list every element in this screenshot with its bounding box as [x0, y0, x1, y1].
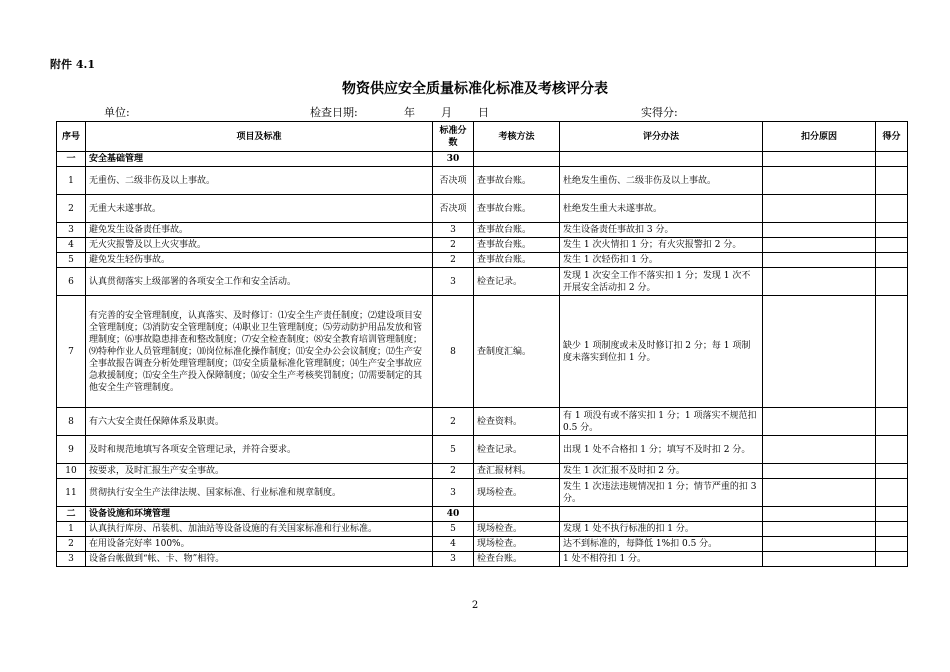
row-scoring: 1 处不相符扣 1 分。 [560, 552, 763, 567]
row-method: 检查记录。 [474, 436, 560, 464]
row-std-score: 30 [433, 152, 474, 167]
row-seq: 8 [57, 408, 86, 436]
table-row [57, 408, 908, 436]
row-std-score: 40 [433, 507, 474, 522]
row-scoring: 发生 1 次违法违规情况扣 1 分；情节严重的扣 3 分。 [560, 479, 763, 507]
row-got [876, 464, 908, 479]
row-std-score: 否决项 [433, 195, 474, 223]
row-reason [763, 152, 876, 167]
row-item: 安全基础管理 [86, 152, 433, 167]
header-std-score: 标准分数 [433, 122, 474, 152]
row-seq: 一 [57, 152, 86, 167]
row-std-score: 3 [433, 268, 474, 296]
row-got [876, 479, 908, 507]
row-std-score: 2 [433, 408, 474, 436]
row-std-score: 2 [433, 238, 474, 253]
row-seq: 1 [57, 167, 86, 195]
row-got [876, 223, 908, 238]
row-reason [763, 552, 876, 567]
table-row [57, 537, 908, 552]
row-method: 现场检查。 [474, 537, 560, 552]
row-scoring: 发现 1 次安全工作不落实扣 1 分；发现 1 次不开展安全活动扣 2 分。 [560, 268, 763, 296]
row-method: 查事故台账。 [474, 223, 560, 238]
row-got [876, 522, 908, 537]
row-scoring [560, 507, 763, 522]
day-label: 日 [478, 106, 489, 119]
row-scoring: 发生 1 次汇报不及时扣 2 分。 [560, 464, 763, 479]
row-seq: 二 [57, 507, 86, 522]
row-item: 避免发生轻伤事故。 [86, 253, 433, 268]
row-seq: 10 [57, 464, 86, 479]
row-method: 现场检查。 [474, 522, 560, 537]
row-reason [763, 253, 876, 268]
row-method: 查事故台账。 [474, 238, 560, 253]
score-label: 实得分: [641, 106, 678, 119]
section-row [57, 152, 908, 167]
row-reason [763, 408, 876, 436]
row-got [876, 296, 908, 408]
page-title: 物资供应安全质量标准化标准及考核评分表 [342, 81, 608, 97]
row-method: 查事故台账。 [474, 253, 560, 268]
row-std-score: 4 [433, 537, 474, 552]
row-got [876, 507, 908, 522]
row-reason [763, 507, 876, 522]
row-scoring: 杜绝发生重伤、二级非伤及以上事故。 [560, 167, 763, 195]
row-seq: 2 [57, 195, 86, 223]
table-body [57, 152, 908, 567]
table-row [57, 296, 908, 408]
row-std-score: 2 [433, 464, 474, 479]
row-method: 查事故台账。 [474, 167, 560, 195]
row-got [876, 408, 908, 436]
section-row [57, 507, 908, 522]
row-reason [763, 167, 876, 195]
row-item: 无重大未遂事故。 [86, 195, 433, 223]
row-scoring: 出现 1 处不合格扣 1 分；填写不及时扣 2 分。 [560, 436, 763, 464]
row-item: 及时和规范地填写各项安全管理记录，并符合要求。 [86, 436, 433, 464]
table-row [57, 223, 908, 238]
row-item: 认真贯彻落实上级部署的各项安全工作和安全活动。 [86, 268, 433, 296]
unit-label: 单位: [104, 106, 130, 119]
row-method [474, 152, 560, 167]
header-reason: 扣分原因 [763, 122, 876, 152]
row-reason [763, 522, 876, 537]
row-scoring: 达不到标准的，每降低 1%扣 0.5 分。 [560, 537, 763, 552]
table-row [57, 195, 908, 223]
row-got [876, 167, 908, 195]
row-reason [763, 537, 876, 552]
page-number: 2 [471, 600, 479, 611]
row-item: 避免发生设备责任事故。 [86, 223, 433, 238]
row-seq: 4 [57, 238, 86, 253]
row-seq: 3 [57, 223, 86, 238]
table-row [57, 436, 908, 464]
row-item: 贯彻执行安全生产法律法规、国家标准、行业标准和规章制度。 [86, 479, 433, 507]
month-label: 月 [441, 106, 452, 119]
row-reason [763, 436, 876, 464]
row-got [876, 253, 908, 268]
table-row [57, 552, 908, 567]
header-seq: 序号 [57, 122, 86, 152]
row-method: 检查资料。 [474, 408, 560, 436]
row-std-score: 否决项 [433, 167, 474, 195]
row-item: 设备台帐做到“帐、卡、物”相符。 [86, 552, 433, 567]
row-item: 无重伤、二级非伤及以上事故。 [86, 167, 433, 195]
row-seq: 6 [57, 268, 86, 296]
table-row [57, 479, 908, 507]
row-scoring: 发生 1 次火情扣 1 分；有火灾报警扣 2 分。 [560, 238, 763, 253]
row-seq: 7 [57, 296, 86, 408]
row-got [876, 552, 908, 567]
row-reason [763, 223, 876, 238]
row-got [876, 195, 908, 223]
assessment-table [56, 121, 908, 567]
row-reason [763, 195, 876, 223]
row-seq: 2 [57, 537, 86, 552]
row-std-score: 3 [433, 479, 474, 507]
row-got [876, 537, 908, 552]
row-reason [763, 296, 876, 408]
row-got [876, 268, 908, 296]
row-std-score: 2 [433, 253, 474, 268]
row-method: 查制度汇编。 [474, 296, 560, 408]
row-item: 认真执行库房、吊装机、加油站等设备设施的有关国家标准和行业标准。 [86, 522, 433, 537]
row-std-score: 8 [433, 296, 474, 408]
table-row [57, 253, 908, 268]
row-scoring: 杜绝发生重大未遂事故。 [560, 195, 763, 223]
table-row [57, 464, 908, 479]
row-item: 在用设备完好率 100%。 [86, 537, 433, 552]
row-reason [763, 268, 876, 296]
row-got [876, 152, 908, 167]
table-row [57, 238, 908, 253]
row-method: 检查记录。 [474, 268, 560, 296]
row-scoring: 缺少 1 项制度或未及时修订扣 2 分；每 1 项制度未落实到位扣 1 分。 [560, 296, 763, 408]
row-scoring [560, 152, 763, 167]
row-seq: 1 [57, 522, 86, 537]
year-label: 年 [404, 106, 415, 119]
row-reason [763, 479, 876, 507]
header-method: 考核方法 [474, 122, 560, 152]
row-item: 有完善的安全管理制度，认真落实、及时修订：⑴安全生产责任制度；⑵建设项目安全管理制度；⑶消防安全管理制度；⑷职业卫生管理制度；⑸劳动防护用品发放和管理制度；⑹事故隐患排查和整改制度；⑺安全检查制度；⑻安全教育培训管理制度；⑼特种作业人员管理制度；⑽岗位标准化操作制度；⑾安全办公会议制度；⑿生产安全事故报告调查分析处理管理制度；⒀安全质量标准化管理制度；⒁生产安全事故应急救援制度；⒂安全生产投入保障制度；⒃安全生产考核奖罚制度；⒄需要制定的其他安全生产管理制度。 [86, 296, 433, 408]
row-seq: 3 [57, 552, 86, 567]
row-method: 现场检查。 [474, 479, 560, 507]
row-seq: 5 [57, 253, 86, 268]
row-item: 按要求，及时汇报生产安全事故。 [86, 464, 433, 479]
row-got [876, 436, 908, 464]
table-row [57, 522, 908, 537]
row-seq: 11 [57, 479, 86, 507]
row-item: 无火灾报警及以上火灾事故。 [86, 238, 433, 253]
header-got: 得分 [876, 122, 908, 152]
row-method: 查事故台账。 [474, 195, 560, 223]
row-item: 设备设施和环境管理 [86, 507, 433, 522]
table-row [57, 167, 908, 195]
row-scoring: 有 1 项没有或不落实扣 1 分；1 项落实不规范扣 0.5 分。 [560, 408, 763, 436]
row-scoring: 发生 1 次轻伤扣 1 分。 [560, 253, 763, 268]
row-std-score: 5 [433, 522, 474, 537]
row-method [474, 507, 560, 522]
attachment-label: 附件 4.1 [50, 58, 95, 71]
row-reason [763, 464, 876, 479]
row-scoring: 发现 1 处不执行标准的扣 1 分。 [560, 522, 763, 537]
row-std-score: 3 [433, 552, 474, 567]
row-reason [763, 238, 876, 253]
row-item: 有六大安全责任保障体系及职责。 [86, 408, 433, 436]
row-std-score: 5 [433, 436, 474, 464]
row-got [876, 238, 908, 253]
row-scoring: 发生设备责任事故扣 3 分。 [560, 223, 763, 238]
row-std-score: 3 [433, 223, 474, 238]
check-date-label: 检查日期: [310, 106, 358, 119]
table-row [57, 268, 908, 296]
table-header-row [57, 122, 908, 152]
row-method: 查汇报材料。 [474, 464, 560, 479]
header-scoring: 评分办法 [560, 122, 763, 152]
header-item: 项目及标准 [86, 122, 433, 152]
row-method: 检查台账。 [474, 552, 560, 567]
row-seq: 9 [57, 436, 86, 464]
